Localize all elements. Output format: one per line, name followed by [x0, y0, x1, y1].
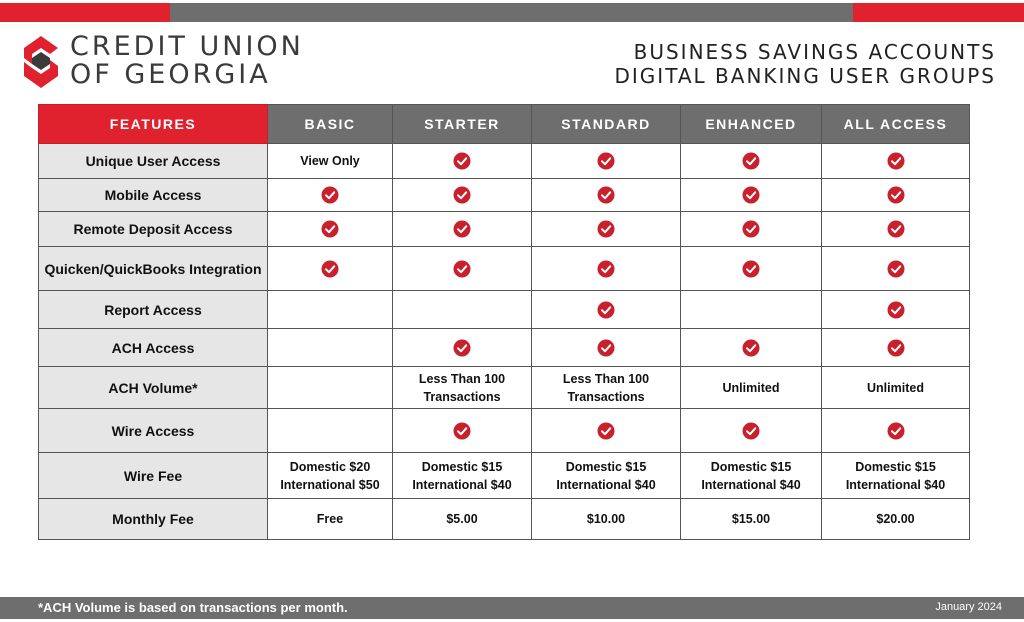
top-accent-red-right: [853, 3, 1024, 22]
table-cell: [268, 212, 393, 247]
table-row: [39, 291, 970, 329]
table-row: [39, 499, 970, 540]
table-cell: [681, 247, 822, 291]
table-cell: [268, 291, 393, 329]
check-circle-icon: [597, 301, 615, 319]
column-header-features: FEATURES: [39, 105, 268, 144]
check-circle-icon: [887, 186, 905, 204]
check-circle-icon: [453, 422, 471, 440]
table-cell: [393, 499, 532, 540]
table-cell: [393, 212, 532, 247]
row-label: Remote Deposit Access: [39, 212, 268, 247]
table-row: [39, 453, 970, 499]
row-label: ACH Volume*: [39, 367, 268, 409]
cell-text: $15.00: [731, 512, 771, 526]
table-header-row: [39, 105, 970, 144]
cell-text: View Only: [300, 154, 360, 168]
table-cell: [268, 179, 393, 212]
document-title: [615, 40, 997, 88]
table-cell: [681, 179, 822, 212]
table-cell: [393, 291, 532, 329]
check-circle-icon: [597, 339, 615, 357]
check-circle-icon: [453, 220, 471, 238]
cell-text-line: International $40: [845, 477, 946, 492]
table-cell: [532, 212, 681, 247]
table-cell: [822, 291, 970, 329]
brand-line-1: CREDIT UNION: [70, 31, 304, 62]
table-cell: [681, 212, 822, 247]
cell-text: $5.00: [446, 512, 478, 526]
table-cell: [268, 329, 393, 367]
table-cell: [532, 329, 681, 367]
cell-text: Free: [316, 512, 344, 526]
cell-text-line: Domestic $15: [565, 459, 647, 474]
row-label: Wire Access: [39, 409, 268, 453]
cell-text: Less Than 100 Transactions: [562, 371, 650, 404]
table-cell: [268, 144, 393, 179]
check-circle-icon: [742, 220, 760, 238]
check-circle-icon: [453, 260, 471, 278]
row-label: Quicken/QuickBooks Integration: [39, 247, 268, 291]
table-cell: [822, 367, 970, 409]
row-label: Mobile Access: [39, 179, 268, 212]
table-cell: [393, 179, 532, 212]
table-cell: [822, 499, 970, 540]
check-circle-icon: [742, 339, 760, 357]
check-circle-icon: [887, 422, 905, 440]
table-cell: [393, 247, 532, 291]
check-circle-icon: [597, 422, 615, 440]
table-cell: [268, 453, 393, 499]
table-cell: [393, 144, 532, 179]
cell-text: Unlimited: [867, 380, 924, 395]
table-cell: [681, 367, 822, 409]
column-header-standard: STANDARD: [532, 105, 681, 144]
table-cell: [393, 367, 532, 409]
check-circle-icon: [321, 220, 339, 238]
check-circle-icon: [742, 186, 760, 204]
table-cell: [393, 329, 532, 367]
check-circle-icon: [742, 422, 760, 440]
column-header-enhanced: ENHANCED: [681, 105, 822, 144]
check-circle-icon: [742, 260, 760, 278]
check-circle-icon: [742, 152, 760, 170]
table-cell: [532, 144, 681, 179]
table-row: [39, 212, 970, 247]
cell-text-line: International $40: [556, 477, 656, 492]
table-row: [39, 179, 970, 212]
check-circle-icon: [597, 220, 615, 238]
check-circle-icon: [887, 301, 905, 319]
table-row: [39, 409, 970, 453]
cell-text-line: International $40: [412, 477, 512, 492]
table-cell: [681, 409, 822, 453]
check-circle-icon: [321, 186, 339, 204]
check-circle-icon: [887, 220, 905, 238]
brand-name: [70, 33, 304, 89]
check-circle-icon: [453, 186, 471, 204]
table-row: [39, 247, 970, 291]
table-cell: [532, 291, 681, 329]
cell-text-line: International $40: [701, 477, 801, 492]
table-cell: [681, 453, 822, 499]
table-cell: [532, 247, 681, 291]
cell-text-line: Domestic $15: [421, 459, 503, 474]
row-label: ACH Access: [39, 329, 268, 367]
table-cell: [822, 144, 970, 179]
table-cell: [268, 247, 393, 291]
table-cell: [681, 291, 822, 329]
check-circle-icon: [597, 152, 615, 170]
check-circle-icon: [453, 152, 471, 170]
credit-union-logo-icon: [20, 34, 62, 90]
user-groups-table: [38, 104, 970, 540]
top-accent-bar: [0, 3, 1024, 22]
cell-text: $20.00: [876, 512, 915, 526]
table-cell: [822, 247, 970, 291]
brand-line-2: OF GEORGIA: [70, 59, 271, 90]
table-cell: [532, 499, 681, 540]
footer-date: January 2024: [935, 601, 1002, 613]
cell-text-line: Domestic $15: [855, 459, 936, 474]
cell-text-line: Domestic $20: [289, 459, 371, 474]
column-header-basic: BASIC: [268, 105, 393, 144]
column-header-starter: STARTER: [393, 105, 532, 144]
column-header-all-access: ALL ACCESS: [822, 105, 970, 144]
check-circle-icon: [597, 260, 615, 278]
table-cell: [268, 409, 393, 453]
table-cell: [822, 409, 970, 453]
table-cell: [822, 329, 970, 367]
table-cell: [268, 367, 393, 409]
table-cell: [681, 499, 822, 540]
table-cell: [822, 212, 970, 247]
check-circle-icon: [321, 260, 339, 278]
table-cell: [393, 409, 532, 453]
check-circle-icon: [453, 339, 471, 357]
row-label: Unique User Access: [39, 144, 268, 179]
cell-text: $10.00: [586, 512, 626, 526]
table-cell: [393, 453, 532, 499]
check-circle-icon: [887, 260, 905, 278]
cell-text-line: International $50: [280, 477, 380, 492]
cell-text-line: Domestic $15: [710, 459, 792, 474]
table-cell: [268, 499, 393, 540]
table-row: [39, 144, 970, 179]
table-cell: [532, 453, 681, 499]
table-row: [39, 329, 970, 367]
row-label: Wire Fee: [39, 453, 268, 499]
table-cell: [681, 144, 822, 179]
cell-text: Unlimited: [722, 380, 780, 395]
table-row: [39, 367, 970, 409]
table-cell: [532, 367, 681, 409]
row-label: Monthly Fee: [39, 499, 268, 540]
cell-text: Less Than 100 Transactions: [418, 371, 506, 404]
footer-note: *ACH Volume is based on transactions per month.: [38, 600, 348, 615]
title-line-2: DIGITAL BANKING USER GROUPS: [614, 64, 996, 88]
title-line-1: BUSINESS SAVINGS ACCOUNTS: [633, 40, 996, 64]
top-accent-red-left: [0, 3, 170, 22]
check-circle-icon: [887, 339, 905, 357]
footer-bar: [0, 597, 1024, 619]
table-cell: [681, 329, 822, 367]
table-cell: [532, 409, 681, 453]
check-circle-icon: [887, 152, 905, 170]
table-body: [39, 144, 970, 540]
table-cell: [822, 179, 970, 212]
table-cell: [532, 179, 681, 212]
check-circle-icon: [597, 186, 615, 204]
table-cell: [822, 453, 970, 499]
row-label: Report Access: [39, 291, 268, 329]
